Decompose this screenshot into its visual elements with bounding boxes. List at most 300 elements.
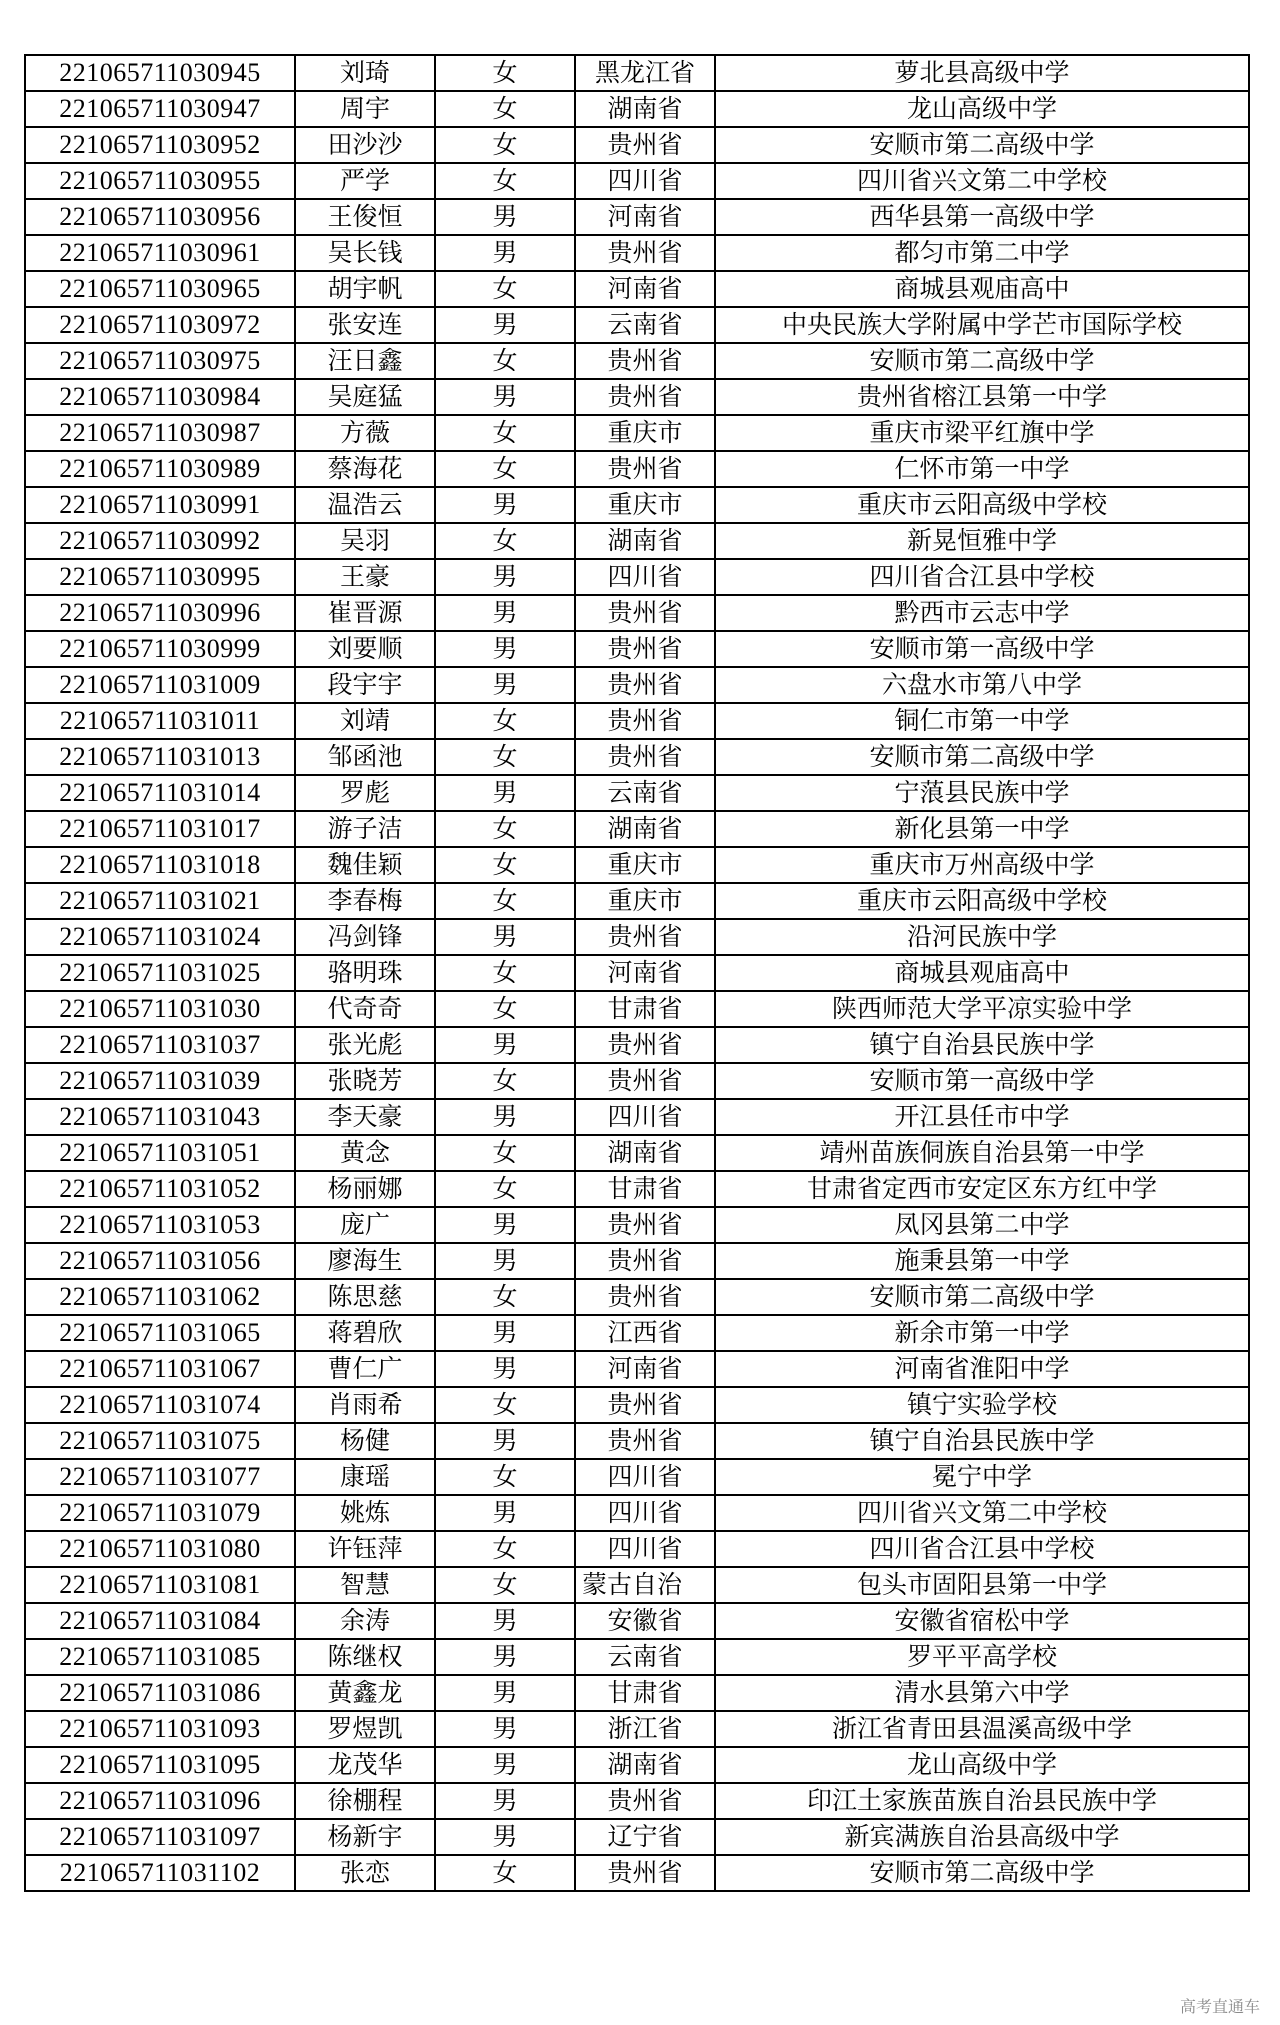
province-cell: 河南省 <box>575 1351 715 1387</box>
province-cell: 甘肃省 <box>575 1675 715 1711</box>
province-cell: 安徽省 <box>575 1603 715 1639</box>
student-id-cell: 221065711031080 <box>25 1531 295 1567</box>
student-name-cell: 陈继权 <box>295 1639 435 1675</box>
province-cell: 贵州省 <box>575 1783 715 1819</box>
student-name-cell: 姚炼 <box>295 1495 435 1531</box>
province-cell: 重庆市 <box>575 847 715 883</box>
gender-cell: 男 <box>435 1639 575 1675</box>
student-name-cell: 刘琦 <box>295 55 435 91</box>
student-name-cell: 周宇 <box>295 91 435 127</box>
school-cell: 沿河民族中学 <box>715 919 1249 955</box>
table-row <box>25 1639 1249 1675</box>
student-name-cell: 代奇奇 <box>295 991 435 1027</box>
school-cell: 镇宁实验学校 <box>715 1387 1249 1423</box>
school-cell: 重庆市云阳高级中学校 <box>715 487 1249 523</box>
table-row <box>25 1495 1249 1531</box>
gender-cell: 女 <box>435 739 575 775</box>
gender-cell: 女 <box>435 1855 575 1891</box>
student-id-cell: 221065711030956 <box>25 199 295 235</box>
province-cell: 河南省 <box>575 271 715 307</box>
student-id-cell: 221065711030995 <box>25 559 295 595</box>
student-name-cell: 曹仁广 <box>295 1351 435 1387</box>
gender-cell: 男 <box>435 1783 575 1819</box>
gender-cell: 女 <box>435 1171 575 1207</box>
province-cell: 蒙古自治 <box>575 1567 715 1603</box>
school-cell: 宁蒗县民族中学 <box>715 775 1249 811</box>
table-row <box>25 847 1249 883</box>
school-cell: 清水县第六中学 <box>715 1675 1249 1711</box>
table-row <box>25 1135 1249 1171</box>
student-id-cell: 221065711031013 <box>25 739 295 775</box>
student-name-cell: 吴长钱 <box>295 235 435 271</box>
student-id-cell: 221065711031077 <box>25 1459 295 1495</box>
province-cell: 贵州省 <box>575 631 715 667</box>
school-cell: 商城县观庙高中 <box>715 271 1249 307</box>
gender-cell: 男 <box>435 631 575 667</box>
gender-cell: 女 <box>435 1531 575 1567</box>
student-name-cell: 魏佳颖 <box>295 847 435 883</box>
school-cell: 安顺市第一高级中学 <box>715 1063 1249 1099</box>
table-row <box>25 883 1249 919</box>
student-id-cell: 221065711030992 <box>25 523 295 559</box>
province-cell: 四川省 <box>575 559 715 595</box>
student-id-cell: 221065711031084 <box>25 1603 295 1639</box>
province-cell: 贵州省 <box>575 235 715 271</box>
province-cell: 贵州省 <box>575 451 715 487</box>
table-row <box>25 451 1249 487</box>
student-id-cell: 221065711030991 <box>25 487 295 523</box>
province-cell: 云南省 <box>575 1639 715 1675</box>
student-id-cell: 221065711031093 <box>25 1711 295 1747</box>
table-row <box>25 775 1249 811</box>
table-row <box>25 1027 1249 1063</box>
school-cell: 安顺市第二高级中学 <box>715 739 1249 775</box>
gender-cell: 女 <box>435 703 575 739</box>
gender-cell: 女 <box>435 1279 575 1315</box>
student-id-cell: 221065711031079 <box>25 1495 295 1531</box>
table-row <box>25 1315 1249 1351</box>
student-id-cell: 221065711030996 <box>25 595 295 631</box>
student-name-cell: 吴庭猛 <box>295 379 435 415</box>
table-row <box>25 379 1249 415</box>
student-name-cell: 张光彪 <box>295 1027 435 1063</box>
province-cell: 贵州省 <box>575 127 715 163</box>
school-cell: 贵州省榕江县第一中学 <box>715 379 1249 415</box>
student-id-cell: 221065711030972 <box>25 307 295 343</box>
province-cell: 贵州省 <box>575 667 715 703</box>
student-id-cell: 221065711031017 <box>25 811 295 847</box>
student-id-cell: 221065711031085 <box>25 1639 295 1675</box>
province-cell: 湖南省 <box>575 91 715 127</box>
table-row <box>25 1783 1249 1819</box>
student-name-cell: 黄念 <box>295 1135 435 1171</box>
student-id-cell: 221065711031053 <box>25 1207 295 1243</box>
student-id-cell: 221065711031056 <box>25 1243 295 1279</box>
gender-cell: 男 <box>435 1675 575 1711</box>
student-id-cell: 221065711030955 <box>25 163 295 199</box>
table-row <box>25 271 1249 307</box>
student-id-cell: 221065711031102 <box>25 1855 295 1891</box>
student-id-cell: 221065711030945 <box>25 55 295 91</box>
table-row <box>25 55 1249 91</box>
province-cell: 四川省 <box>575 163 715 199</box>
gender-cell: 男 <box>435 667 575 703</box>
school-cell: 印江土家族苗族自治县民族中学 <box>715 1783 1249 1819</box>
province-cell: 四川省 <box>575 1531 715 1567</box>
province-cell: 贵州省 <box>575 379 715 415</box>
gender-cell: 女 <box>435 451 575 487</box>
student-name-cell: 张安连 <box>295 307 435 343</box>
school-cell: 镇宁自治县民族中学 <box>715 1423 1249 1459</box>
table-row <box>25 1747 1249 1783</box>
table-row <box>25 91 1249 127</box>
gender-cell: 女 <box>435 415 575 451</box>
province-cell: 云南省 <box>575 307 715 343</box>
table-row <box>25 163 1249 199</box>
school-cell: 包头市固阳县第一中学 <box>715 1567 1249 1603</box>
school-cell: 新化县第一中学 <box>715 811 1249 847</box>
gender-cell: 女 <box>435 55 575 91</box>
school-cell: 都匀市第二中学 <box>715 235 1249 271</box>
province-cell: 四川省 <box>575 1495 715 1531</box>
student-name-cell: 廖海生 <box>295 1243 435 1279</box>
gender-cell: 男 <box>435 379 575 415</box>
school-cell: 开江县任市中学 <box>715 1099 1249 1135</box>
table-row <box>25 1531 1249 1567</box>
student-name-cell: 温浩云 <box>295 487 435 523</box>
school-cell: 龙山高级中学 <box>715 91 1249 127</box>
student-id-cell: 221065711031095 <box>25 1747 295 1783</box>
student-name-cell: 汪日鑫 <box>295 343 435 379</box>
school-cell: 安徽省宿松中学 <box>715 1603 1249 1639</box>
school-cell: 甘肃省定西市安定区东方红中学 <box>715 1171 1249 1207</box>
gender-cell: 女 <box>435 271 575 307</box>
gender-cell: 男 <box>435 1099 575 1135</box>
province-cell: 云南省 <box>575 775 715 811</box>
student-id-cell: 221065711030989 <box>25 451 295 487</box>
gender-cell: 女 <box>435 1135 575 1171</box>
table-row <box>25 1351 1249 1387</box>
school-cell: 四川省合江县中学校 <box>715 559 1249 595</box>
student-name-cell: 余涛 <box>295 1603 435 1639</box>
student-name-cell: 肖雨希 <box>295 1387 435 1423</box>
student-id-cell: 221065711031086 <box>25 1675 295 1711</box>
student-name-cell: 李天豪 <box>295 1099 435 1135</box>
gender-cell: 男 <box>435 1819 575 1855</box>
table-row <box>25 1207 1249 1243</box>
gender-cell: 女 <box>435 1063 575 1099</box>
province-cell: 甘肃省 <box>575 1171 715 1207</box>
gender-cell: 女 <box>435 91 575 127</box>
student-id-cell: 221065711030952 <box>25 127 295 163</box>
school-cell: 施秉县第一中学 <box>715 1243 1249 1279</box>
student-id-cell: 221065711030999 <box>25 631 295 667</box>
school-cell: 安顺市第二高级中学 <box>715 1855 1249 1891</box>
table-row <box>25 1603 1249 1639</box>
student-name-cell: 康瑶 <box>295 1459 435 1495</box>
gender-cell: 女 <box>435 991 575 1027</box>
student-id-cell: 221065711031018 <box>25 847 295 883</box>
province-cell: 河南省 <box>575 955 715 991</box>
province-cell: 四川省 <box>575 1459 715 1495</box>
gender-cell: 男 <box>435 199 575 235</box>
student-name-cell: 智慧 <box>295 1567 435 1603</box>
school-cell: 靖州苗族侗族自治县第一中学 <box>715 1135 1249 1171</box>
gender-cell: 男 <box>435 1207 575 1243</box>
school-cell: 凤冈县第二中学 <box>715 1207 1249 1243</box>
province-cell: 贵州省 <box>575 595 715 631</box>
province-cell: 湖南省 <box>575 1135 715 1171</box>
gender-cell: 男 <box>435 1027 575 1063</box>
table-row <box>25 1711 1249 1747</box>
student-name-cell: 吴羽 <box>295 523 435 559</box>
student-name-cell: 陈思慈 <box>295 1279 435 1315</box>
school-cell: 河南省淮阳中学 <box>715 1351 1249 1387</box>
school-cell: 安顺市第一高级中学 <box>715 631 1249 667</box>
school-cell: 龙山高级中学 <box>715 1747 1249 1783</box>
gender-cell: 男 <box>435 775 575 811</box>
student-name-cell: 庞广 <box>295 1207 435 1243</box>
table-row <box>25 667 1249 703</box>
province-cell: 贵州省 <box>575 1207 715 1243</box>
table-row <box>25 343 1249 379</box>
watermark-text: 高考直通车 <box>1179 1997 1260 2016</box>
province-cell: 重庆市 <box>575 883 715 919</box>
gender-cell: 男 <box>435 1351 575 1387</box>
province-cell: 贵州省 <box>575 1279 715 1315</box>
student-id-cell: 221065711031037 <box>25 1027 295 1063</box>
gender-cell: 女 <box>435 163 575 199</box>
student-id-cell: 221065711031025 <box>25 955 295 991</box>
gender-cell: 女 <box>435 883 575 919</box>
table-row <box>25 307 1249 343</box>
school-cell: 新宾满族自治县高级中学 <box>715 1819 1249 1855</box>
table-row <box>25 235 1249 271</box>
gender-cell: 男 <box>435 1315 575 1351</box>
gender-cell: 女 <box>435 955 575 991</box>
student-name-cell: 龙茂华 <box>295 1747 435 1783</box>
student-id-cell: 221065711030984 <box>25 379 295 415</box>
gender-cell: 女 <box>435 343 575 379</box>
school-cell: 四川省合江县中学校 <box>715 1531 1249 1567</box>
table-row <box>25 955 1249 991</box>
student-table <box>24 54 1250 1892</box>
gender-cell: 男 <box>435 1603 575 1639</box>
student-name-cell: 骆明珠 <box>295 955 435 991</box>
table-row <box>25 631 1249 667</box>
table-row <box>25 1855 1249 1891</box>
student-name-cell: 刘要顺 <box>295 631 435 667</box>
province-cell: 重庆市 <box>575 487 715 523</box>
province-cell: 甘肃省 <box>575 991 715 1027</box>
province-cell: 贵州省 <box>575 1423 715 1459</box>
school-cell: 中央民族大学附属中学芒市国际学校 <box>715 307 1249 343</box>
student-name-cell: 徐棚程 <box>295 1783 435 1819</box>
province-cell: 江西省 <box>575 1315 715 1351</box>
student-id-cell: 221065711031039 <box>25 1063 295 1099</box>
table-row <box>25 415 1249 451</box>
school-cell: 六盘水市第八中学 <box>715 667 1249 703</box>
student-id-cell: 221065711031014 <box>25 775 295 811</box>
province-cell: 四川省 <box>575 1099 715 1135</box>
gender-cell: 男 <box>435 487 575 523</box>
student-name-cell: 杨健 <box>295 1423 435 1459</box>
table-row <box>25 991 1249 1027</box>
province-cell: 贵州省 <box>575 1855 715 1891</box>
student-id-cell: 221065711031067 <box>25 1351 295 1387</box>
student-id-cell: 221065711031011 <box>25 703 295 739</box>
school-cell: 罗平平高学校 <box>715 1639 1249 1675</box>
province-cell: 湖南省 <box>575 1747 715 1783</box>
student-name-cell: 王俊恒 <box>295 199 435 235</box>
table-row <box>25 1675 1249 1711</box>
table-row <box>25 1387 1249 1423</box>
school-cell: 重庆市云阳高级中学校 <box>715 883 1249 919</box>
student-id-cell: 221065711031021 <box>25 883 295 919</box>
student-id-cell: 221065711031081 <box>25 1567 295 1603</box>
table-row <box>25 1243 1249 1279</box>
student-id-cell: 221065711030987 <box>25 415 295 451</box>
table-row <box>25 1819 1249 1855</box>
student-name-cell: 罗煜凯 <box>295 1711 435 1747</box>
student-name-cell: 张晓芳 <box>295 1063 435 1099</box>
province-cell: 浙江省 <box>575 1711 715 1747</box>
student-id-cell: 221065711031096 <box>25 1783 295 1819</box>
student-id-cell: 221065711031075 <box>25 1423 295 1459</box>
gender-cell: 男 <box>435 559 575 595</box>
table-row <box>25 739 1249 775</box>
student-id-cell: 221065711031051 <box>25 1135 295 1171</box>
school-cell: 重庆市万州高级中学 <box>715 847 1249 883</box>
gender-cell: 女 <box>435 1459 575 1495</box>
gender-cell: 男 <box>435 595 575 631</box>
student-name-cell: 蔡海花 <box>295 451 435 487</box>
province-cell: 贵州省 <box>575 1387 715 1423</box>
school-cell: 四川省兴文第二中学校 <box>715 163 1249 199</box>
table-row <box>25 523 1249 559</box>
gender-cell: 男 <box>435 1747 575 1783</box>
province-cell: 黑龙江省 <box>575 55 715 91</box>
student-id-cell: 221065711030961 <box>25 235 295 271</box>
province-cell: 贵州省 <box>575 1063 715 1099</box>
student-name-cell: 罗彪 <box>295 775 435 811</box>
school-cell: 新晃恒雅中学 <box>715 523 1249 559</box>
province-cell: 贵州省 <box>575 739 715 775</box>
school-cell: 镇宁自治县民族中学 <box>715 1027 1249 1063</box>
school-cell: 黔西市云志中学 <box>715 595 1249 631</box>
school-cell: 铜仁市第一中学 <box>715 703 1249 739</box>
province-cell: 辽宁省 <box>575 1819 715 1855</box>
student-name-cell: 张恋 <box>295 1855 435 1891</box>
school-cell: 仁怀市第一中学 <box>715 451 1249 487</box>
student-name-cell: 田沙沙 <box>295 127 435 163</box>
table-row <box>25 919 1249 955</box>
province-cell: 贵州省 <box>575 919 715 955</box>
school-cell: 商城县观庙高中 <box>715 955 1249 991</box>
student-id-cell: 221065711031074 <box>25 1387 295 1423</box>
student-name-cell: 冯剑锋 <box>295 919 435 955</box>
gender-cell: 男 <box>435 1711 575 1747</box>
table-row <box>25 1099 1249 1135</box>
student-id-cell: 221065711031065 <box>25 1315 295 1351</box>
student-name-cell: 王豪 <box>295 559 435 595</box>
student-id-cell: 221065711031030 <box>25 991 295 1027</box>
school-cell: 重庆市梁平红旗中学 <box>715 415 1249 451</box>
school-cell: 安顺市第二高级中学 <box>715 127 1249 163</box>
table-row <box>25 811 1249 847</box>
gender-cell: 女 <box>435 523 575 559</box>
gender-cell: 男 <box>435 1243 575 1279</box>
student-name-cell: 李春梅 <box>295 883 435 919</box>
table-row <box>25 1567 1249 1603</box>
student-name-cell: 黄鑫龙 <box>295 1675 435 1711</box>
gender-cell: 女 <box>435 1567 575 1603</box>
province-cell: 贵州省 <box>575 703 715 739</box>
school-cell: 新余市第一中学 <box>715 1315 1249 1351</box>
student-name-cell: 方薇 <box>295 415 435 451</box>
student-name-cell: 胡宇帆 <box>295 271 435 307</box>
student-name-cell: 游子洁 <box>295 811 435 847</box>
province-cell: 贵州省 <box>575 343 715 379</box>
student-id-cell: 221065711031052 <box>25 1171 295 1207</box>
province-cell: 贵州省 <box>575 1243 715 1279</box>
student-table-body <box>25 55 1249 1891</box>
table-row <box>25 1423 1249 1459</box>
province-cell: 河南省 <box>575 199 715 235</box>
school-cell: 安顺市第二高级中学 <box>715 1279 1249 1315</box>
student-name-cell: 许钰萍 <box>295 1531 435 1567</box>
student-name-cell: 刘靖 <box>295 703 435 739</box>
student-id-cell: 221065711031097 <box>25 1819 295 1855</box>
table-row <box>25 1063 1249 1099</box>
table-row <box>25 1171 1249 1207</box>
student-id-cell: 221065711031024 <box>25 919 295 955</box>
table-row <box>25 199 1249 235</box>
gender-cell: 女 <box>435 847 575 883</box>
student-name-cell: 邹函池 <box>295 739 435 775</box>
school-cell: 四川省兴文第二中学校 <box>715 1495 1249 1531</box>
student-name-cell: 严学 <box>295 163 435 199</box>
gender-cell: 男 <box>435 919 575 955</box>
table-row <box>25 127 1249 163</box>
school-cell: 安顺市第二高级中学 <box>715 343 1249 379</box>
student-id-cell: 221065711031043 <box>25 1099 295 1135</box>
school-cell: 浙江省青田县温溪高级中学 <box>715 1711 1249 1747</box>
province-cell: 湖南省 <box>575 811 715 847</box>
gender-cell: 男 <box>435 235 575 271</box>
student-name-cell: 杨丽娜 <box>295 1171 435 1207</box>
school-cell: 陕西师范大学平凉实验中学 <box>715 991 1249 1027</box>
student-name-cell: 蒋碧欣 <box>295 1315 435 1351</box>
table-row <box>25 703 1249 739</box>
student-id-cell: 221065711030975 <box>25 343 295 379</box>
school-cell: 西华县第一高级中学 <box>715 199 1249 235</box>
student-id-cell: 221065711031009 <box>25 667 295 703</box>
school-cell: 萝北县高级中学 <box>715 55 1249 91</box>
province-cell: 贵州省 <box>575 1027 715 1063</box>
student-id-cell: 221065711031062 <box>25 1279 295 1315</box>
student-id-cell: 221065711030965 <box>25 271 295 307</box>
student-name-cell: 段宇宇 <box>295 667 435 703</box>
student-name-cell: 崔晋源 <box>295 595 435 631</box>
province-cell: 重庆市 <box>575 415 715 451</box>
gender-cell: 男 <box>435 1423 575 1459</box>
table-row <box>25 1279 1249 1315</box>
student-name-cell: 杨新宇 <box>295 1819 435 1855</box>
gender-cell: 男 <box>435 1495 575 1531</box>
school-cell: 冕宁中学 <box>715 1459 1249 1495</box>
table-row <box>25 595 1249 631</box>
